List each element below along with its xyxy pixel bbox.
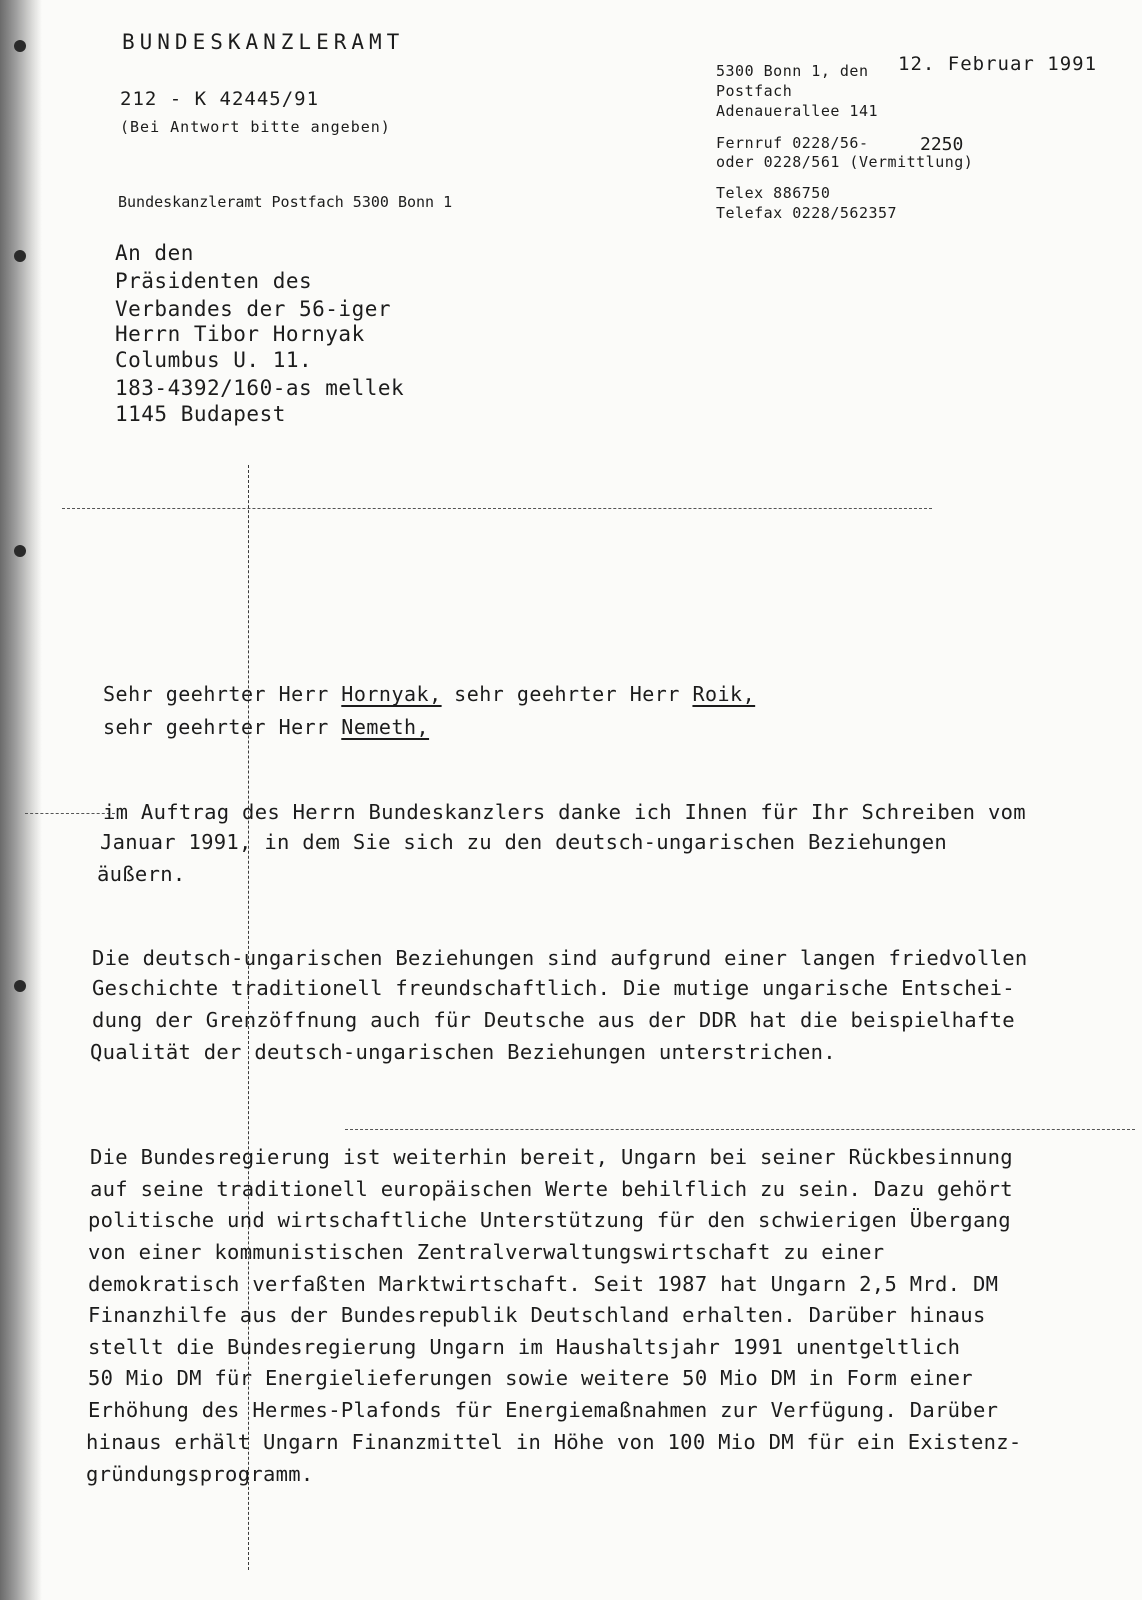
body-line: 50 Mio DM für Energielieferungen sowie weitere 50 Mio DM in Form einer [88,1366,973,1390]
name-hornyak: Hornyak, [341,682,442,706]
fold-mark-horizontal [62,508,932,509]
body-line: politische und wirtschaftliche Unterstützung für den schwierigen Übergang [88,1208,1011,1232]
body-line: Geschichte traditionell freundschaftlich. Die mutige ungarische Entschei- [92,976,1015,1000]
address-line: Verbandes der 56-iger [115,297,392,321]
name-roik: Roik, [692,682,756,706]
letter-date: 12. Februar 1991 [898,53,1098,75]
reference-number: 212 - K 42445/91 [120,88,320,110]
address-line: 1145 Budapest [115,402,286,426]
body-line: demokratisch verfaßten Marktwirtschaft. Seit 1987 hat Ungarn 2,5 Mrd. DM [88,1272,999,1296]
binder-holes [14,0,28,1600]
address-line: Herrn Tibor Hornyak [115,322,365,346]
body-line: Finanzhilfe aus der Bundesrepublik Deutschland erhalten. Darüber hinaus [88,1303,986,1327]
body-line: Januar 1991, in dem Sie sich zu den deutsch-ungarischen Beziehungen [100,830,948,854]
body-line: Die deutsch-ungarischen Beziehungen sind aufgrund einer langen friedvollen [92,946,1028,970]
body-line: gründungsprogramm. [86,1462,314,1486]
body-line: auf seine traditionell europäischen Werte behilflich zu sein. Dazu gehört [90,1177,1013,1201]
body-line: Erhöhung des Hermes-Plafonds für Energiemaßnahmen zur Verfügung. Darüber [88,1398,999,1422]
address-line: Columbus U. 11. [115,348,313,372]
body-line: äußern. [97,862,186,886]
phone-extension: 2250 [920,134,964,155]
phone-alt-line: oder 0228/561 (Vermittlung) [716,153,974,171]
body-line: Qualität der deutsch-ungarischen Beziehungen unterstrichen. [90,1040,836,1064]
salutation-line: Sehr geehrter Herr Hornyak, sehr geehrter Herr Roik, [103,682,756,706]
salutation-line: sehr geehrter Herr Nemeth, [103,715,430,739]
body-line: dung der Grenzöffnung auch für Deutsche aus der DDR hat die beispielhafte [92,1008,1015,1032]
address-line: An den [115,241,194,265]
fold-mark-horizontal [345,1129,1135,1130]
telefax-line: Telefax 0228/562357 [716,204,898,222]
reference-note: (Bei Antwort bitte angeben) [120,118,391,136]
telex-line: Telex 886750 [716,184,831,202]
margin-mark [25,813,115,814]
body-line: stellt die Bundesregierung Ungarn im Haushaltsjahr 1991 unentgeltlich [88,1335,961,1359]
body-line: Die Bundesregierung ist weiterhin bereit, Ungarn bei seiner Rückbesinnung [90,1145,1013,1169]
sender-return-address: Bundeskanzleramt Postfach 5300 Bonn 1 [118,193,453,211]
body-line: von einer kommunistischen Zentralverwaltungswirtschaft zu einer [88,1240,885,1264]
postbox-line: Postfach [716,82,793,100]
name-nemeth: Nemeth, [341,715,430,739]
letterhead-organization: BUNDESKANZLERAMT [122,30,405,54]
address-line: 183-4392/160-as mellek [115,376,405,400]
phone-line: Fernruf 0228/56- [716,134,869,152]
address-line: Präsidenten des [115,269,313,293]
body-line: im Auftrag des Herrn Bundeskanzlers danke ich Ihnen für Ihr Schreiben vom [103,800,1026,824]
body-line: hinaus erhält Ungarn Finanzmittel in Höhe von 100 Mio DM für ein Existenz- [86,1430,1022,1454]
place-line: 5300 Bonn 1, den [716,62,869,80]
street-line: Adenauerallee 141 [716,102,879,120]
